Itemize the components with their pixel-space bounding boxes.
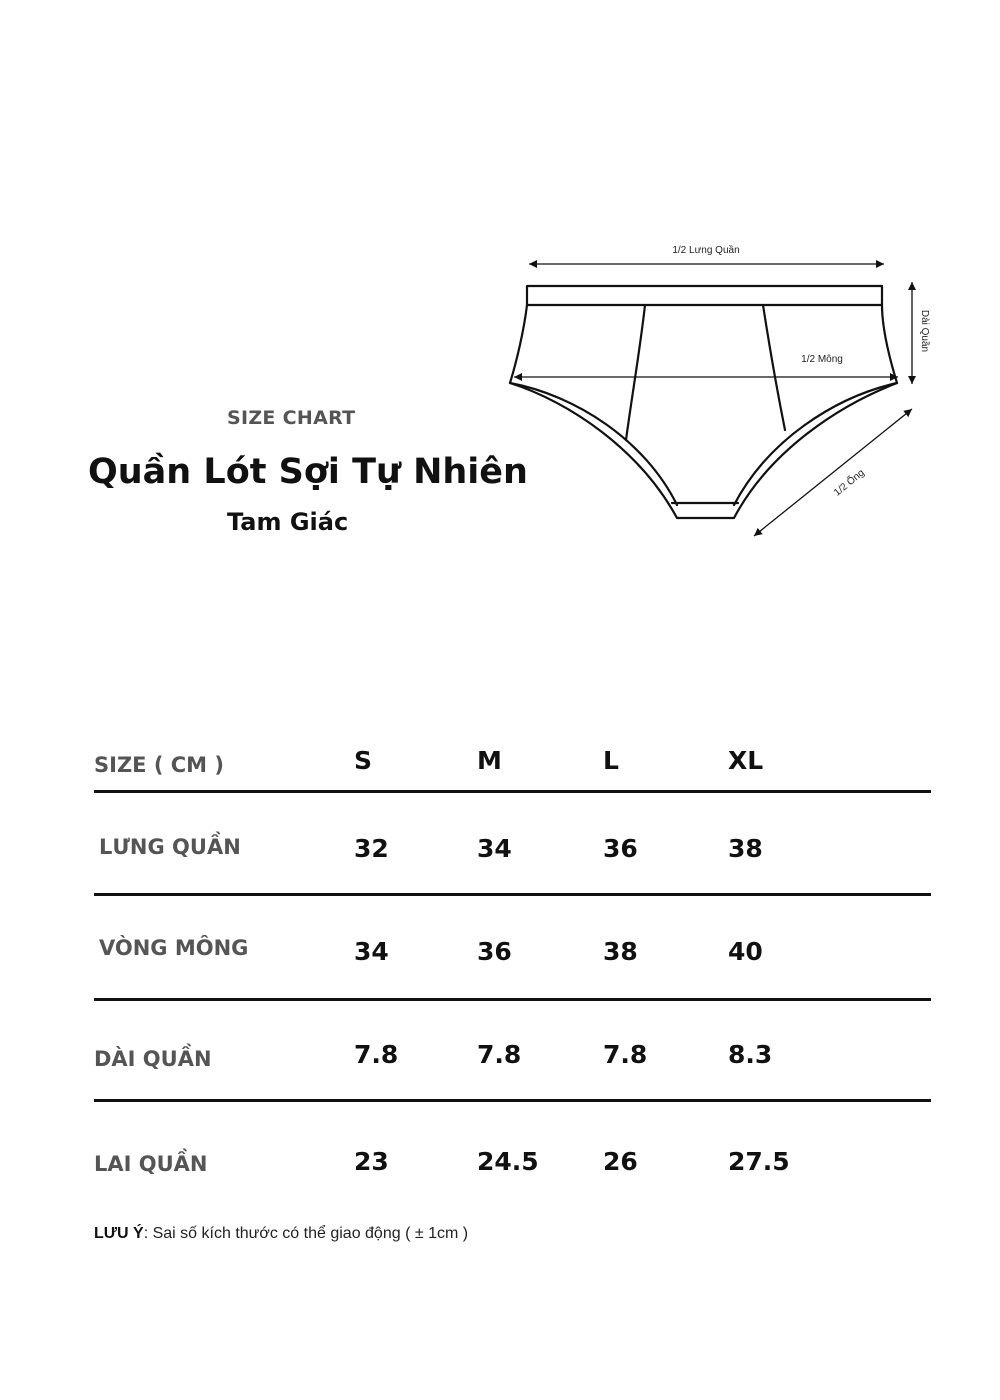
table-cell: 34 bbox=[477, 834, 512, 863]
row-label-length: DÀI QUẦN bbox=[94, 1047, 212, 1071]
size-header-label: SIZE ( CM ) bbox=[94, 753, 224, 777]
table-cell: 40 bbox=[728, 937, 763, 966]
hip-label: 1/2 Mông bbox=[801, 354, 843, 365]
table-rule bbox=[94, 1099, 931, 1102]
row-label-leg: LAI QUẦN bbox=[94, 1152, 208, 1176]
table-cell: 26 bbox=[603, 1147, 638, 1176]
product-title: Quần Lót Sợi Tự Nhiên bbox=[88, 452, 528, 492]
table-cell: 38 bbox=[728, 834, 763, 863]
table-cell: 38 bbox=[603, 937, 638, 966]
note-text: : Sai số kích thước có thể giao động ( ± 1cm ) bbox=[143, 1225, 469, 1242]
table-cell: 27.5 bbox=[728, 1147, 790, 1176]
size-chart-kicker: SIZE CHART bbox=[227, 407, 356, 429]
table-rule bbox=[94, 893, 931, 896]
table-cell: 36 bbox=[603, 834, 638, 863]
size-col-xl: XL bbox=[728, 746, 764, 775]
table-cell: 32 bbox=[354, 834, 389, 863]
size-col-m: M bbox=[477, 746, 502, 775]
row-label-hip: VÒNG MÔNG bbox=[99, 936, 249, 960]
row-label-waist: LƯNG QUẦN bbox=[99, 835, 241, 859]
length-label: Dài Quần bbox=[919, 309, 930, 353]
product-subtitle: Tam Giác bbox=[227, 508, 349, 536]
size-col-s: S bbox=[354, 746, 373, 775]
table-cell: 24.5 bbox=[477, 1147, 539, 1176]
tolerance-note bbox=[94, 1225, 468, 1243]
leg-label: 1/2 Ống bbox=[832, 467, 867, 499]
note-prefix: LƯU Ý bbox=[94, 1225, 144, 1242]
table-cell: 7.8 bbox=[477, 1040, 522, 1069]
table-rule bbox=[94, 998, 931, 1001]
table-cell: 8.3 bbox=[728, 1040, 773, 1069]
size-col-l: L bbox=[603, 746, 619, 775]
table-cell: 34 bbox=[354, 937, 389, 966]
table-cell: 36 bbox=[477, 937, 512, 966]
table-cell: 23 bbox=[354, 1147, 389, 1176]
table-rule bbox=[94, 790, 931, 793]
waist-label: 1/2 Lưng Quần bbox=[672, 245, 740, 256]
table-cell: 7.8 bbox=[603, 1040, 648, 1069]
table-cell: 7.8 bbox=[354, 1040, 399, 1069]
